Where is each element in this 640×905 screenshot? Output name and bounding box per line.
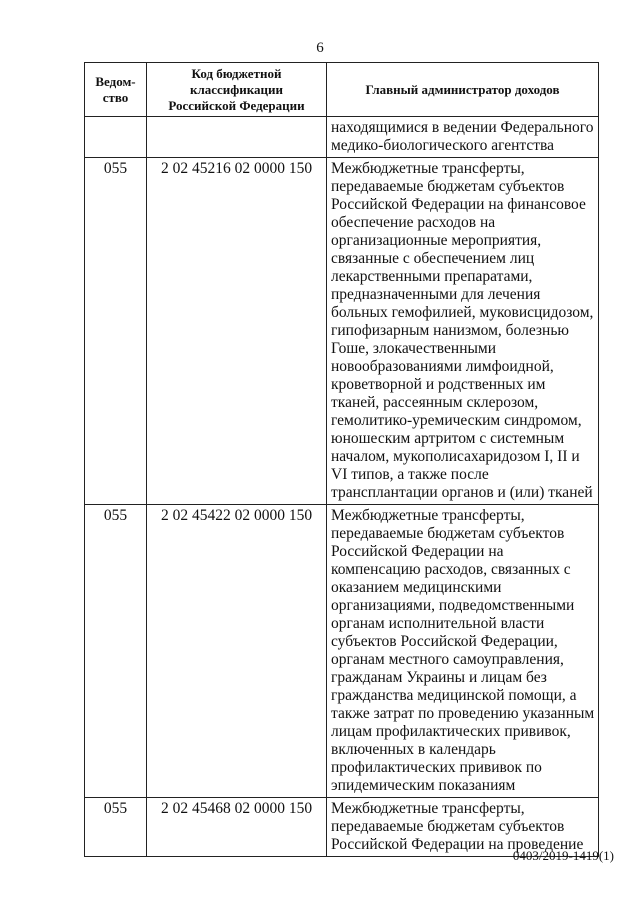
administrator-text-line: организационные мероприятия, [331,232,542,249]
administrator-text-line: гражданам Украины и лицам без [331,669,547,686]
department-cell [85,117,147,158]
administrator-text-line: находящимися в ведении Федерального [331,119,594,136]
administrator-text-line: гемолитико-уремическим синдромом, [331,412,582,429]
administrator-text-line: передаваемые бюджетам субъектов [331,818,565,835]
table-header-row [85,63,599,117]
code-cell: 2 02 45216 02 0000 150 [147,158,327,505]
department-cell: 055 [85,505,147,798]
code-cell: 2 02 45422 02 0000 150 [147,505,327,798]
header-code [147,63,327,117]
administrator-text-line: органам исполнительной власти [331,615,545,632]
administrator-text-line: Межбюджетные трансферты, [331,800,525,817]
code-cell [147,117,327,158]
administrator-text-line: субъектов Российской Федерации, [331,633,558,650]
administrator-text-line: VI типов, а также после [331,466,489,483]
administrator-text-line: связанные с обеспечением лиц [331,250,535,267]
administrator-text-line: юношеским артритом с системным [331,430,565,447]
administrator-text-line: передаваемые бюджетам субъектов [331,525,565,542]
table-row [85,117,599,158]
administrator-text-line: тканей, рассеянным склерозом, [331,394,539,411]
administrator-cell [327,158,599,505]
page-number: 6 [316,40,324,56]
header-administrator: Главный администратор доходов [327,63,599,117]
header-department [85,63,147,117]
administrator-text-line: органам местного самоуправления, [331,651,564,668]
administrator-text-line: также затрат по проведению указанным [331,705,595,722]
administrator-text-line: компенсацию расходов, связанных с [331,561,571,578]
department-cell: 055 [85,158,147,505]
administrator-text-line: Межбюджетные трансферты, [331,507,525,524]
administrator-text-line: гражданства медицинской помощи, а [331,687,577,704]
code-cell: 2 02 45468 02 0000 150 [147,798,327,857]
administrator-text-line: предназначенными для лечения [331,286,541,303]
administrator-text-line: Российской Федерации на проведение [331,836,584,853]
document-code: 0403/2019-1419(1) [512,848,614,863]
administrator-text-line: Межбюджетные трансферты, [331,160,525,177]
administrator-text-line: лекарственными препаратами, [331,268,533,285]
administrator-text-line: обеспечение расходов на [331,214,496,231]
administrator-cell [327,117,599,158]
table-row [85,505,599,798]
administrator-text-line: новообразованиями лимфоидной, [331,358,554,375]
administrator-text-line: Российской Федерации на финансовое [331,196,586,213]
header-department-line: Ведом- [95,73,136,89]
administrator-text-line: профилактических прививок по [331,759,542,776]
administrator-text-line: медико-биологического агентства [331,137,555,154]
administrator-text-line: эпидемическим показаниям [331,777,516,794]
header-department-line: ство [102,89,129,105]
administrator-text-line: организациями, подведомственными [331,597,575,614]
header-code-line: классификации [189,81,284,97]
administrator-text-line: включенных в календарь [331,741,496,758]
table-body [85,117,599,857]
administrator-text-line: оказанием медицинскими [331,579,502,596]
administrator-text-line: началом, мукополисахаридозом I, II и [331,448,580,465]
administrator-cell [327,505,599,798]
administrator-text-line: Гоше, злокачественными [331,340,497,357]
header-code-line: Российской Федерации [168,97,305,113]
table-row [85,158,599,505]
administrator-text-line: трансплантации органов и (или) тканей [331,484,593,501]
administrator-text-line: больных гемофилией, муковисцидозом, [331,304,594,321]
budget-table [84,62,599,857]
administrator-text-line: лицам профилактических прививок, [331,723,571,740]
department-cell: 055 [85,798,147,857]
header-code-line: Код бюджетной [191,65,282,81]
administrator-text-line: Российской Федерации на [331,543,504,560]
administrator-text-line: гипофизарным нанизмом, болезнью [331,322,569,339]
administrator-text-line: передаваемые бюджетам субъектов [331,178,565,195]
administrator-text-line: кроветворной и родственных им [331,376,546,393]
